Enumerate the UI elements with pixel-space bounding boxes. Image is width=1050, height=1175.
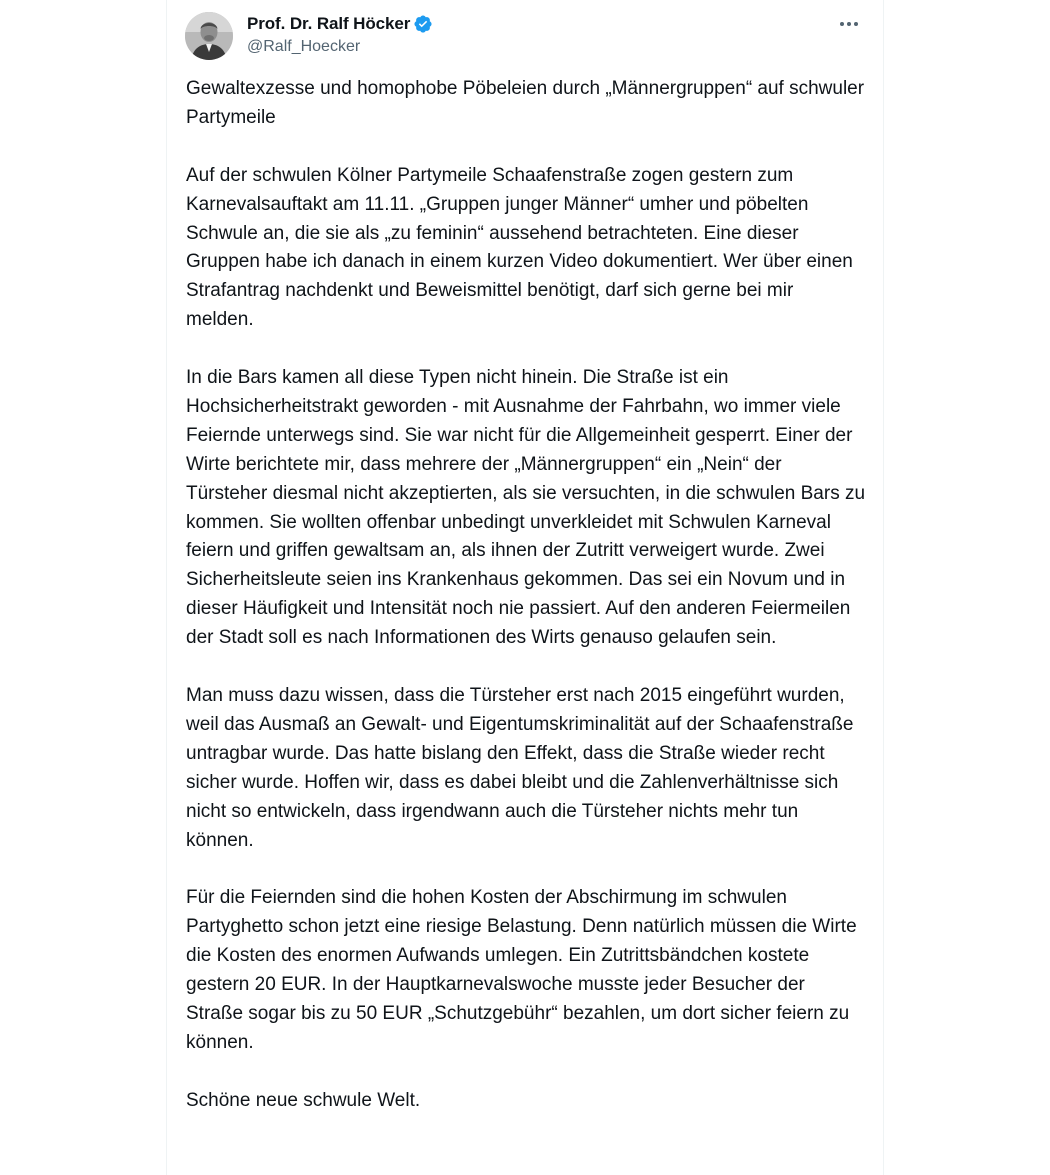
author-names	[247, 13, 433, 58]
tweet-paragraph: In die Bars kamen all diese Typen nicht hinein. Die Straße ist ein Hochsicherheitstrakt geworden - mit Ausnahme der Fahrbahn, wo immer viele Feiernde unterwegs sind. Sie war nicht für die Allgemeinheit gesperrt. Einer der Wirte berichtete mir, dass mehrere der „Männergruppen“ ein „Nein“ der Türsteher diesmal nicht akzeptierten, als sie versuchten, in die schwulen Bars zu kommen. Sie wollten offenbar unbedingt unverkleidet mit Schwulen Karneval feiern und griffen gewaltsam an, als ihnen der Zutritt verweigert wurde. Zwei Sicherheitsleute seien ins Krankenhaus gekommen. Das sei ein Novum und in dieser Häufigkeit und Intensität noch nie passiert. Auf den anderen Feiermeilen der Stadt soll es nach Informationen des Wirts genauso gelaufen sein.	[186, 367, 866, 649]
more-horizontal-icon	[839, 21, 859, 27]
display-name[interactable]: Prof. Dr. Ralf Höcker	[247, 14, 411, 33]
tweet-card	[166, 0, 884, 1175]
tweet-paragraph: Gewaltexzesse und homophobe Pöbeleien durch „Männergruppen“ auf schwuler Partymeile	[186, 78, 865, 128]
tweet-paragraph: Schöne neue schwule Welt.	[186, 1089, 421, 1111]
display-name-row	[247, 13, 433, 35]
handle[interactable]: @Ralf_Hoecker	[247, 38, 361, 55]
tweet-paragraph: Für die Feiernden sind die hohen Kosten der Abschirmung im schwulen Partyghetto schon jetzt eine riesige Belastung. Denn natürlich müssen die Wirte die Kosten des enormen Aufwands umlegen. Ein Zutrittsbändchen kostete gestern 20 EUR. In der Hauptkarnevalswoche musste jeder Besucher der Straße sogar bis zu 50 EUR „Schutzgebühr“ bezahlen, um dort sicher feiern zu können.	[186, 887, 857, 1053]
avatar-photo	[185, 12, 233, 60]
more-options-button[interactable]	[833, 10, 865, 38]
tweet-header	[185, 10, 865, 60]
avatar[interactable]	[185, 12, 233, 60]
tweet-paragraph: Auf der schwulen Kölner Partymeile Schaafenstraße zogen gestern zum Karnevalsauftakt am 11.11. „Gruppen junger Männer“ umher und pöbelten Schwule an, die sie als „zu feminin“ aussehend betrachteten. Eine dieser Gruppen habe ich danach in einem kurzen Video dokumentiert. Wer über einen Strafantrag nachdenkt und Beweismittel benötigt, darf sich gerne bei mir melden.	[186, 164, 853, 331]
verified-badge-icon[interactable]	[413, 14, 433, 34]
tweet-text	[186, 75, 866, 1144]
tweet-paragraph: Man muss dazu wissen, dass die Türsteher erst nach 2015 eingeführt wurden, weil das Ausmaß an Gewalt- und Eigentumskriminalität auf der Schaafenstraße untragbar wurde. Das hatte bislang den Effekt, dass die Straße wieder recht sicher wurde. Hoffen wir, dass es dabei bleibt und die Zahlenverhältnisse sich nicht so entwickeln, dass irgendwann auch die Türsteher nichts mehr tun können.	[186, 684, 854, 851]
